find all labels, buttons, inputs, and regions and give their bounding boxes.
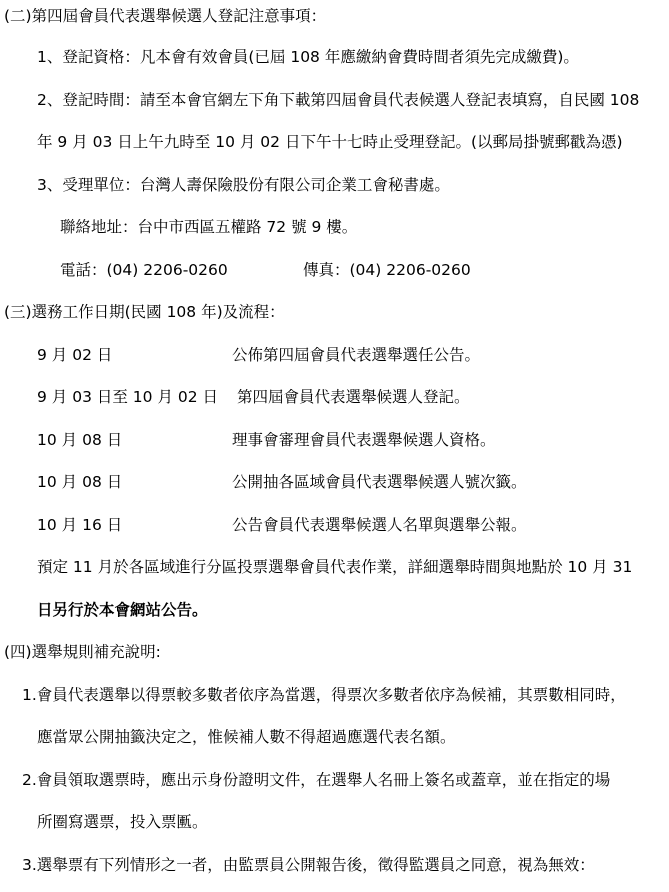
rule-2-line2: 所圈寫選票，投入票匭。 (37, 813, 208, 831)
schedule-date: 10 月 08 日 (37, 473, 123, 491)
item-3-office: 3、受理單位：台灣人壽保險股份有限公司企業工會秘書處。 (37, 176, 450, 194)
schedule-note-line1: 預定 11 月於各區域進行分區投票選舉會員代表作業，詳細選舉時間與地點於 10 月 31 (37, 558, 633, 576)
rule-1-line2: 應當眾公開抽籤決定之，惟候補人數不得超過應選代表名額。 (37, 728, 456, 746)
schedule-event: 公開抽各區域會員代表選舉候選人號次籤。 (232, 473, 527, 491)
section-2-heading: (二)第四屆會員代表選舉候選人登記注意事項： (4, 7, 327, 25)
contact-fax: 傳真：(04) 2206-0260 (303, 261, 471, 279)
rule-2-line1: 2.會員領取選票時，應出示身份證明文件，在選舉人名冊上簽名或蓋章，並在指定的場 (22, 771, 611, 789)
schedule-event: 第四屆會員代表選舉候選人登記。 (237, 388, 470, 406)
schedule-date: 10 月 08 日 (37, 431, 123, 449)
schedule-event: 公佈第四屆會員代表選舉選任公告。 (232, 346, 481, 364)
schedule-date: 9 月 02 日 (37, 346, 113, 364)
item-2-time-line2: 年 9 月 03 日上午九時至 10 月 02 日下午十七時止受理登記。(以郵局掛號郵戳為憑) (37, 133, 623, 151)
rule-1-line1: 1.會員代表選舉以得票較多數者依序為當選，得票次多數者依序為候補，其票數相同時， (22, 686, 626, 704)
item-2-time-line1: 2、登記時間：請至本會官網左下角下載第四屆會員代表候選人登記表填寫，自民國 108 (37, 91, 640, 109)
schedule-note-line2: 日另行於本會網站公告。 (37, 601, 208, 619)
section-3-heading: (三)選務工作日期(民國 108 年)及流程： (4, 303, 285, 321)
section-4-heading: (四)選舉規則補充說明: (4, 643, 161, 661)
contact-address: 聯絡地址：台中市西區五權路 72 號 9 樓。 (60, 218, 358, 236)
schedule-event: 理事會審理會員代表選舉候選人資格。 (232, 431, 496, 449)
contact-phone: 電話：(04) 2206-0260 (60, 261, 228, 279)
item-1-eligibility: 1、登記資格：凡本會有效會員(已屆 108 年應繳納會費時間者須先完成繳費)。 (37, 48, 579, 66)
schedule-date: 10 月 16 日 (37, 516, 123, 534)
schedule-date: 9 月 03 日至 10 月 02 日 (37, 388, 219, 406)
schedule-event: 公告會員代表選舉候選人名單與選舉公報。 (232, 516, 527, 534)
rule-3: 3.選舉票有下列情形之一者，由監票員公開報告後，徵得監選員之同意，視為無效： (22, 856, 595, 874)
